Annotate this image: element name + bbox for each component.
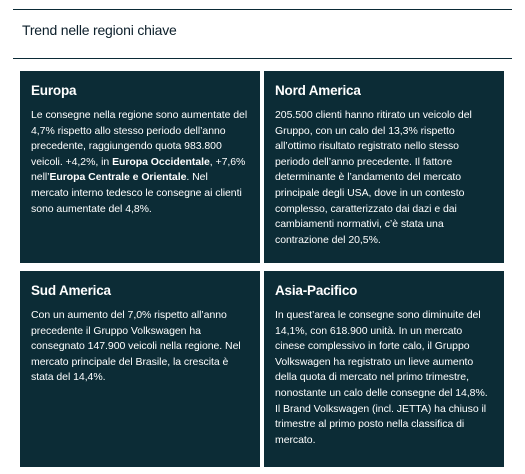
region-card-nord-america [264, 71, 504, 263]
region-title-europa: Europa [31, 83, 77, 98]
region-text-nord-america: 205.500 clienti hanno ritirato un veicolo del Gruppo, con un calo del 13,3% rispetto all’ottimo risultato registrato nello stesso periodo dell’anno precedente. Il fattore determinante è l’andamento del mercato principale degli USA, dove in un contesto complesso, caratterizzato dai dazi e dai cambiamenti normativi, c’è stata una contrazione del 20,5%. [275, 109, 472, 246]
region-card-asia-pacifico [264, 271, 504, 467]
region-text-europa-highlight-central-east: Europa Centrale e Orientale [49, 171, 187, 184]
region-card-sud-america [20, 271, 260, 467]
region-title-asia-pacifico: Asia-Pacifico [275, 283, 358, 298]
region-text-europa-part-2: , +7,6% nell’ [31, 155, 246, 184]
section-title: Trend nelle regioni chiave [22, 22, 177, 38]
region-text-europa-part-3: . Nel mercato interno tedesco le consegne ai clienti sono aumentate del 4,8%. [31, 171, 242, 215]
region-title-nord-america: Nord America [275, 83, 361, 98]
region-text-europa [31, 108, 248, 217]
region-text-europa-highlight-west: Europa Occidentale [112, 155, 210, 168]
region-title-sud-america: Sud America [31, 283, 111, 298]
region-text-asia-pacifico: In quest’area le consegne sono diminuite del 14,1%, con 618.900 unità. In un mercato cinese complessivo in forte calo, il Gruppo Volkswagen ha registrato un lieve aumento della quota di mercato nel primo trimestre, nonostante un calo delle consegne del 14,8%. Il Brand Volkswagen (incl. JETTA) ha chiuso il trimestre al primo posto nella classifica di mercato. [275, 309, 488, 446]
region-card-europa [20, 71, 260, 263]
region-text-sud-america: Con un aumento del 7,0% rispetto all’anno precedente il Gruppo Volkswagen ha consegnato 147.900 veicoli nella regione. Nel mercato principale del Brasile, la crescita è stata del 14,4%. [31, 309, 241, 384]
region-text-europa-part-1: Le consegne nella regione sono aumentate del 4,7% rispetto allo stesso periodo dell’anno precedente, raggiungendo quota 983.800 veicoli. +4,2%, in [31, 109, 248, 168]
top-divider [13, 9, 512, 10]
title-divider [13, 58, 512, 59]
